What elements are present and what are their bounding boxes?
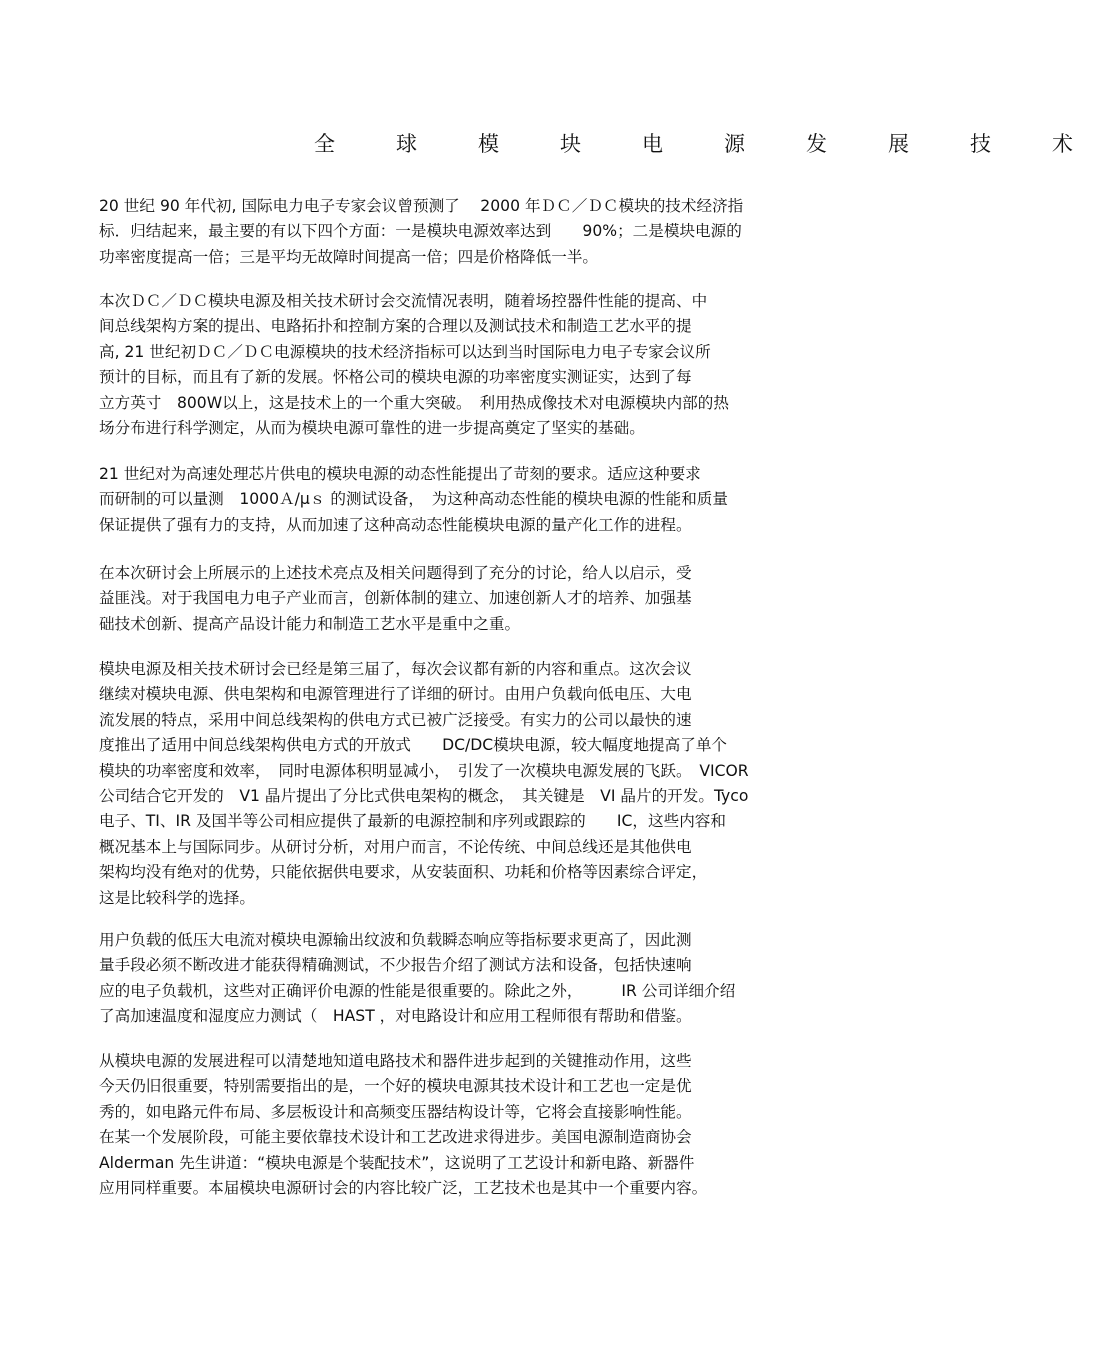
text-line: 益匪浅。对于我国电力电子产业而言，创新体制的建立、加速创新人才的培养、加强基 <box>99 589 692 608</box>
text-line: 概况基本上与国际同步。从研讨分析，对用户而言，不论传统、中间总线还是其他供电 <box>99 837 692 856</box>
paragraph-2 <box>99 289 851 441</box>
text-line: 继续对模块电源、供电架构和电源管理进行了详细的研讨。由用户负载向低电压、大电 <box>99 685 692 704</box>
text-line: 了高加速温度和湿度应力测试（ HAST ，对电路设计和应用工程师很有帮助和借鉴。 <box>99 1007 692 1026</box>
text-line: 从模块电源的发展进程可以清楚地知道电路技术和器件进步起到的关键推动作用，这些 <box>99 1052 692 1070</box>
paragraph-7 <box>99 1049 851 1201</box>
paragraph-3 <box>99 462 851 538</box>
text-line: Alderman 先生讲道：“模块电源是个装配技术”，这说明了工艺设计和新电路、新器件 <box>99 1153 695 1172</box>
paragraph-4 <box>99 561 851 637</box>
paragraph-1 <box>99 194 851 270</box>
text-line: 量手段必须不断改进才能获得精确测试，不少报告介绍了测试方法和设备，包括快速响 <box>99 956 692 975</box>
paragraph-6 <box>99 928 851 1030</box>
text-line: 立方英寸 800W以上，这是技术上的一个重大突破。 利用热成像技术对电源模块内部的热 <box>99 393 729 412</box>
text-line: 用户负载的低压大电流对模块电源输出纹波和负载瞬态响应等指标要求更高了，因此测 <box>99 931 692 949</box>
text-line: 流发展的特点，采用中间总线架构的供电方式已被广泛接受。有实力的公司以最快的速 <box>99 710 692 729</box>
text-line: 模块电源及相关技术研讨会已经是第三届了，每次会议都有新的内容和重点。这次会议 <box>99 660 692 678</box>
document-title: 全 球 模 块 电 源 发 展 技 术 <box>314 132 1093 156</box>
text-line: 应的电子负载机，这些对正确评价电源的性能是很重要的。除此之外， IR 公司详细介绍 <box>99 981 736 1000</box>
paragraph-5 <box>99 657 851 911</box>
text-line: 标．归结起来，最主要的有以下四个方面：一是模块电源效率达到 90%；二是模块电源的 <box>99 222 742 241</box>
text-line: 础技术创新、提高产品设计能力和制造工艺水平是重中之重。 <box>99 614 521 633</box>
text-line: 21 世纪对为高速处理芯片供电的模块电源的动态性能提出了苛刻的要求。适应这种要求 <box>99 465 701 483</box>
text-line: 度推出了适用中间总线架构供电方式的开放式 DC/DC模块电源，较大幅度地提高了单个 <box>99 736 728 755</box>
text-line: 应用同样重要。本届模块电源研讨会的内容比较广泛，工艺技术也是其中一个重要内容。 <box>99 1179 708 1198</box>
text-line: 间总线架构方案的提出、电路拓扑和控制方案的合理以及测试技术和制造工艺水平的提 <box>99 317 692 336</box>
text-line: 公司结合它开发的 V1 晶片提出了分比式供电架构的概念， 其关键是 VI 晶片的开发。Tyco <box>99 787 749 806</box>
text-line: 模块的功率密度和效率， 同时电源体积明显减小， 引发了一次模块电源发展的飞跃。 VICOR <box>99 761 749 780</box>
text-line: 功率密度提高一倍；三是平均无故障时间提高一倍；四是价格降低一半。 <box>99 247 599 266</box>
text-line: 而研制的可以量测 1000Ａ/μｓ 的测试设备， 为这种高动态性能的模块电源的性能和质量 <box>99 490 728 509</box>
text-line: 这是比较科学的选择。 <box>99 888 255 907</box>
text-line: 秀的，如电路元件布局、多层板设计和高频变压器结构设计等，它将会直接影响性能。 <box>99 1102 692 1121</box>
text-line: 20 世纪 90 年代初, 国际电力电子专家会议曾预测了 2000 年ＤＣ／ＤＣ模块的技术经济指 <box>99 197 744 215</box>
text-line: 电子、TI、IR 及国半等公司相应提供了最新的电源控制和序列或跟踪的 IC，这些内容和 <box>99 812 726 831</box>
text-line: 在某一个发展阶段，可能主要依靠技术设计和工艺改进求得进步。美国电源制造商协会 <box>99 1128 692 1147</box>
text-line: 本次ＤＣ／ＤＣ模块电源及相关技术研讨会交流情况表明，随着场控器件性能的提高、中 <box>99 292 708 310</box>
text-line: 高, 21 世纪初ＤＣ／ＤＣ电源模块的技术经济指标可以达到当时国际电力电子专家会议所 <box>99 342 711 361</box>
text-line: 场分布进行科学测定，从而为模块电源可靠性的进一步提高奠定了坚实的基础。 <box>99 419 645 438</box>
text-line: 预计的目标，而且有了新的发展。怀格公司的模块电源的功率密度实测证实，达到了每 <box>99 368 692 387</box>
text-line: 今天仍旧很重要，特别需要指出的是，一个好的模块电源其技术设计和工艺也一定是优 <box>99 1077 692 1096</box>
text-line: 保证提供了强有力的支持，从而加速了这种高动态性能模块电源的量产化工作的进程。 <box>99 515 692 534</box>
text-line: 架构均没有绝对的优势，只能依据供电要求，从安装面积、功耗和价格等因素综合评定， <box>99 863 708 882</box>
text-line: 在本次研讨会上所展示的上述技术亮点及相关问题得到了充分的讨论，给人以启示，受 <box>99 564 692 582</box>
